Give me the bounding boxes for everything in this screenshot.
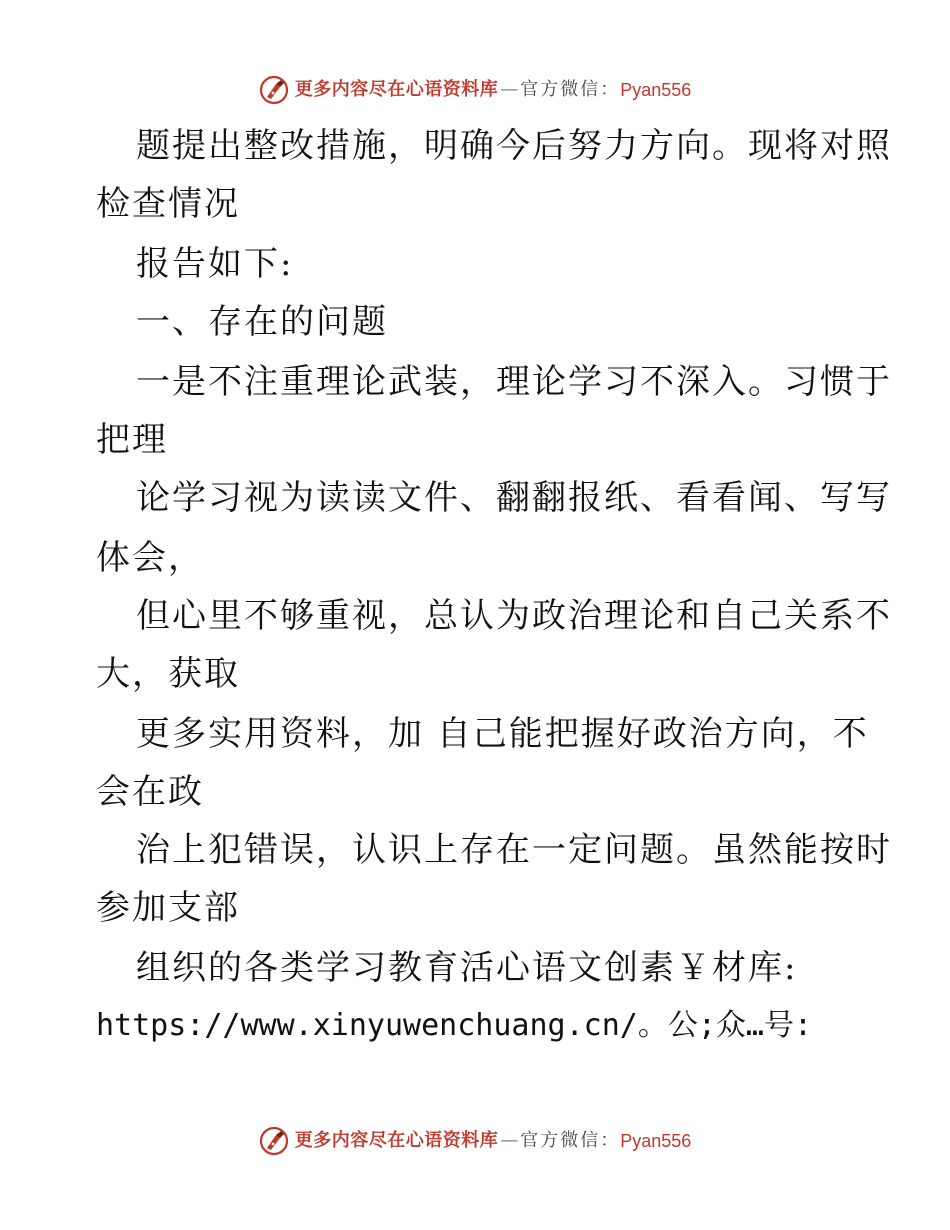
banner-wechat-label: 官方微信： [520,1130,621,1151]
banner-brand: 更多内容尽在心语资料库 [294,1130,499,1151]
text-line: 大，获取 [96,654,240,694]
text-line: 把理 [96,420,168,460]
section-heading: 一、存在的问题 [136,302,388,342]
fountain-pen-logo-icon [259,75,289,105]
banner-dash: — [500,1130,519,1151]
header-banner [0,75,950,105]
text-line: 题提出整改措施，明确今后努力方向。现将对照 [136,126,892,166]
text-line: 论学习视为读读文件、翻翻报纸、看看闻、写写 [136,478,892,518]
text-line: 一是不注重理论武装，理论学习不深入。习惯于 [136,362,892,402]
banner-brand: 更多内容尽在心语资料库 [294,79,499,100]
text-line: 治上犯错误，认识上存在一定问题。虽然能按时 [136,830,892,870]
text-line: 参加支部 [96,888,240,928]
banner-dash: — [500,79,519,100]
text-line: 但心里不够重视，总认为政治理论和自己关系不 [136,596,892,636]
fountain-pen-logo-icon [259,1126,289,1156]
banner-wechat-label: 官方微信： [520,79,621,100]
text-line: 组织的各类学习教育活心语文创素￥材库: [136,948,798,988]
text-line: 体会， [96,538,204,578]
banner-wechat-id: Pyan556 [620,80,692,100]
url-line: https://www.xinyuwenchuang.cn/。公;众…号: [96,1008,813,1043]
banner-wechat-id: Pyan556 [620,1131,692,1151]
text-line: 会在政 [96,772,204,812]
text-line: 检查情况 [96,184,240,224]
footer-banner [0,1126,950,1156]
text-line: 更多实用资料，加 自己能把握好政治方向，不 [136,714,869,754]
text-line: 报告如下: [136,244,294,284]
